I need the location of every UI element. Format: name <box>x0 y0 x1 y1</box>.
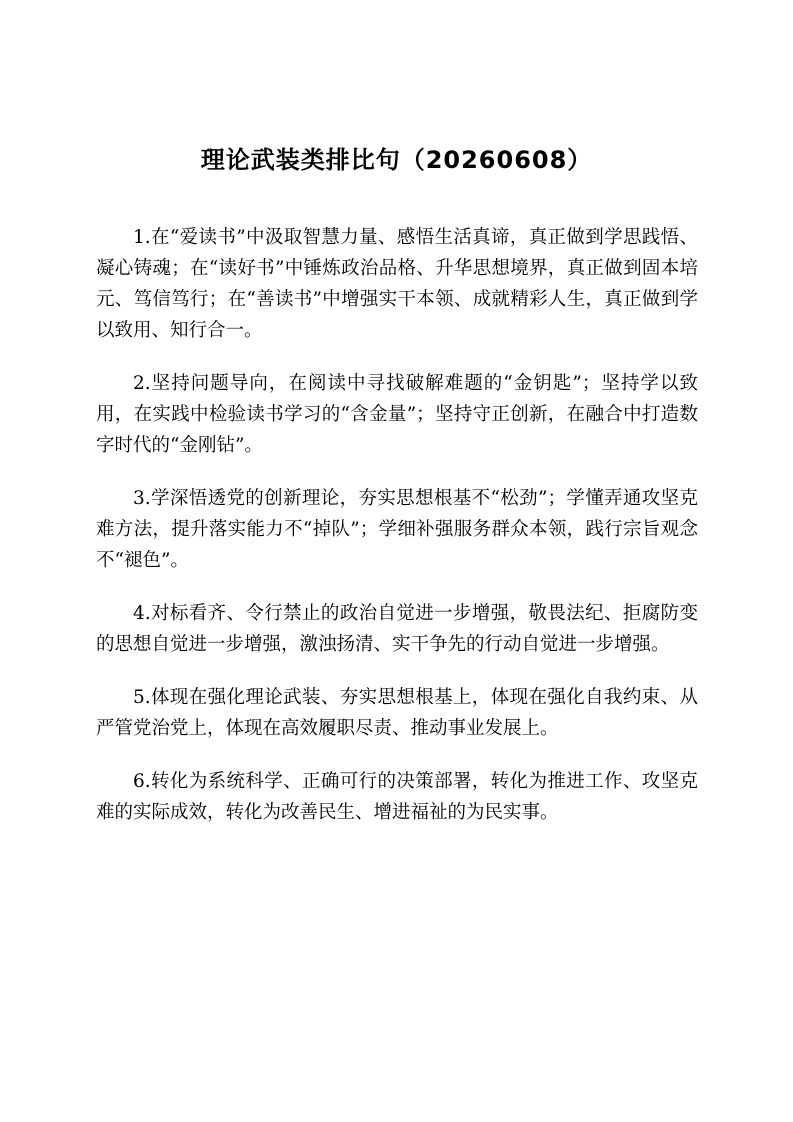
paragraph-4: 4.对标看齐、令行禁止的政治自觉进一步增强，敬畏法纪、拒腐防变的思想自觉进一步增强，激浊扬清、实干争先的行动自觉进一步增强。 <box>96 603 698 655</box>
paragraph-6: 6.转化为系统科学、正确可行的决策部署，转化为推进工作、攻坚克难的实际成效，转化为改善民生、增进福祉的为民实事。 <box>96 771 698 823</box>
paragraph-1: 1.在“爱读书”中汲取智慧力量、感悟生活真谛，真正做到学思践悟、凝心铸魂；在“读好书”中锤炼政治品格、升华思想境界，真正做到固本培元、笃信笃行；在“善读书”中增强实干本领、成就精彩人生，真正做到学以致用、知行合一。 <box>96 227 698 341</box>
document-body <box>96 222 698 850</box>
document-title: 理论武装类排比句（20260608） <box>200 146 593 174</box>
paragraph-2: 2.坚持问题导向，在阅读中寻找破解难题的“金钥匙”；坚持学以致用，在实践中检验读书学习的“含金量”；坚持守正创新，在融合中打造数字时代的“金刚钻”。 <box>96 373 698 456</box>
paragraph-3: 3.学深悟透党的创新理论，夯实思想根基不“松劲”；学懂弄通攻坚克难方法，提升落实能力不“掉队”；学细补强服务群众本领，践行宗旨观念不“褪色”。 <box>96 488 698 571</box>
paragraph-5: 5.体现在强化理论武装、夯实思想根基上，体现在强化自我约束、从严管党治党上，体现在高效履职尽责、推动事业发展上。 <box>96 687 698 739</box>
